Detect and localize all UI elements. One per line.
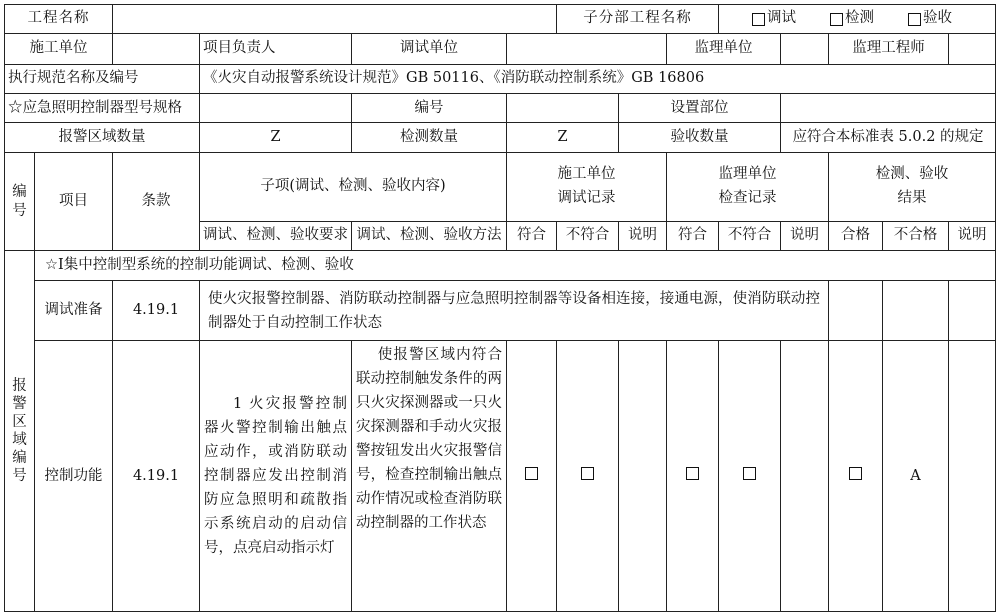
row-control-clause: 4.19.1 [113,341,200,612]
supervision-unit-value[interactable] [781,34,829,64]
row-control-item: 控制功能 [35,341,113,612]
row-prep-content: 使火灾报警控制器、消防联动控制器与应急照明控制器等设备相连接，接通电源，使消防联动控制器处于自动控制工作状态 [200,280,829,341]
option-test[interactable] [830,10,874,27]
acceptance-count-label: 验收数量 [619,123,781,152]
project-leader-label: 项目负责人 [200,34,352,64]
row-prep-item: 调试准备 [35,280,113,341]
option-test-label: 检测 [845,10,874,27]
result-line2: 结果 [897,189,927,206]
construction-nonconform-header: 不符合 [557,221,619,250]
row-prep-clause: 4.19.1 [113,280,200,341]
construction-note-cell[interactable] [619,341,667,612]
construction-unit-label: 施工单位 [5,34,113,64]
device-model-label: ☆应急照明控制器型号规格 [5,94,200,123]
row-control-requirement: 1 火灾报警控制器火警控制输出触点应动作，或消防联动控制器应发出控制消防应急照明和疏散指示系统启动的启动信号，点亮启动指示灯 [200,341,352,612]
result-note-cell[interactable] [949,341,996,612]
supervision-conform-header: 符合 [667,221,719,250]
section-title: ☆Ⅰ集中控制型系统的控制功能调试、检测、验收 [35,251,996,280]
construction-nonconform-cell[interactable] [557,341,619,612]
test-count-label: 检测数量 [352,123,507,152]
construction-note-header: 说明 [619,221,667,250]
device-model-value[interactable] [200,94,352,123]
checkbox-icon[interactable] [908,13,921,26]
col-supervision-record-header [667,152,829,221]
supervision-record-line2: 检查记录 [718,189,777,206]
standard-value: 《火灾自动报警系统设计规范》GB 50116、《消防联动控制系统》GB 16806 [200,64,996,93]
row-prep-pass[interactable] [829,280,883,341]
supervision-engineer-value[interactable] [949,34,996,64]
result-fail-cell: A [883,341,949,612]
supervision-nonconform-cell[interactable] [719,341,781,612]
debug-unit-label: 调试单位 [352,34,507,64]
supervision-record-line1: 监理单位 [718,166,777,183]
option-accept[interactable] [908,10,952,27]
checkbox-icon[interactable] [686,467,699,480]
supervision-note-cell[interactable] [781,341,829,612]
option-accept-label: 验收 [923,10,952,27]
check-type-options [719,5,996,34]
supervision-unit-label: 监理单位 [667,34,781,64]
alarm-zone-count-value: Z [200,123,352,152]
record-table [4,4,996,612]
device-number-label: 编号 [352,94,507,123]
row-prep-fail[interactable] [883,280,949,341]
col-method-header: 调试、检测、验收方法 [352,221,507,250]
col-construction-record-header [507,152,667,221]
construction-record-line2: 调试记录 [557,189,616,206]
acceptance-count-note: 应符合本标准表 5.0.2 的规定 [781,123,996,152]
standard-label: 执行规范名称及编号 [5,64,200,93]
project-name-label: 工程名称 [5,5,113,34]
col-item-header: 项目 [35,152,113,251]
row-prep-note[interactable] [949,280,996,341]
supervision-engineer-label: 监理工程师 [829,34,949,64]
construction-record-line1: 施工单位 [557,166,616,183]
device-number-value[interactable] [507,94,619,123]
col-requirement-header: 调试、检测、验收要求 [200,221,352,250]
construction-unit-value[interactable] [113,34,200,64]
supervision-nonconform-header: 不符合 [719,221,781,250]
test-count-value: Z [507,123,619,152]
option-debug[interactable] [752,10,796,27]
supervision-note-header: 说明 [781,221,829,250]
checkbox-icon[interactable] [830,13,843,26]
checkbox-icon[interactable] [581,467,594,480]
project-name-value[interactable] [113,5,557,34]
result-pass-header: 合格 [829,221,883,250]
result-line1: 检测、验收 [875,166,949,183]
col-number-header: 编号 [5,152,35,251]
supervision-conform-cell[interactable] [667,341,719,612]
device-location-label: 设置部位 [619,94,781,123]
col-subitem-header: 子项(调试、检测、验收内容) [200,152,507,221]
subproject-name-label: 子分部工程名称 [557,5,719,34]
option-debug-label: 调试 [767,10,796,27]
device-location-value[interactable] [781,94,996,123]
col-result-header [829,152,996,221]
result-note-header: 说明 [949,221,996,250]
construction-conform-header: 符合 [507,221,557,250]
checkbox-icon[interactable] [752,13,765,26]
result-pass-cell[interactable] [829,341,883,612]
alarm-zone-count-label: 报警区域数量 [5,123,200,152]
checkbox-icon[interactable] [743,467,756,480]
checkbox-icon[interactable] [525,467,538,480]
checkbox-icon[interactable] [849,467,862,480]
result-fail-header: 不合格 [883,221,949,250]
construction-conform-cell[interactable] [507,341,557,612]
alarm-zone-number-label: 报警区域编号 [5,251,35,612]
debug-unit-value[interactable] [507,34,667,64]
col-clause-header: 条款 [113,152,200,251]
row-control-method: 使报警区域内符合联动控制触发条件的两只火灾探测器或一只火灾探测器和手动火灾报警按钮发出火灾报警信号，检查控制输出触点动作情况或检查消防联动控制器的工作状态 [352,341,507,612]
